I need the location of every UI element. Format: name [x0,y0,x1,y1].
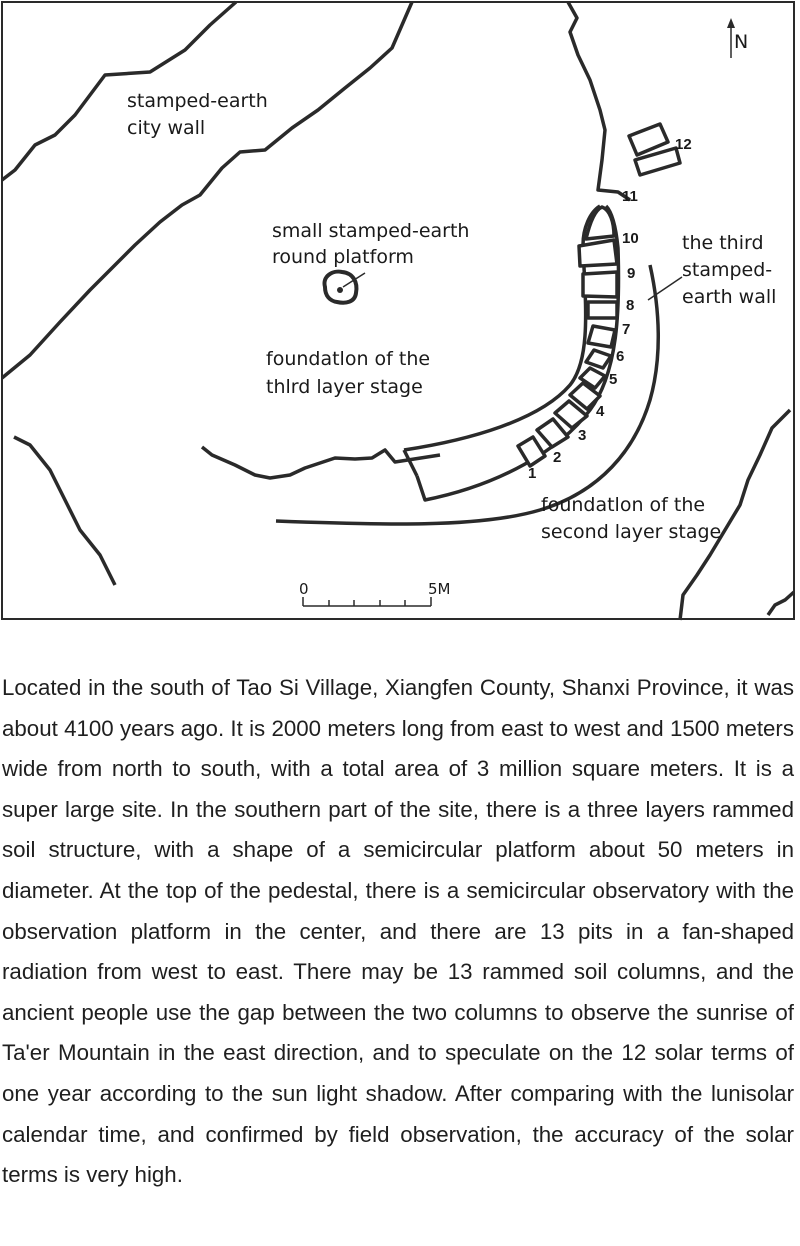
scale-bar [303,597,431,606]
third-layer-label-2: thlrd layer stage [266,376,423,398]
site-plan-drawing [0,0,800,622]
second-layer-label-2: second layer stage [541,521,722,543]
pit-number-8: 8 [626,297,635,314]
third-wall-label-3: earth wall [682,286,777,308]
terrace-boundary-line [568,2,630,200]
third-wall-label-2: stamped- [682,259,773,281]
city-wall-label-1: stamped-earth [127,90,268,112]
scale-end-label: 5M [428,580,451,598]
round-platform-label-2: round platform [272,246,414,268]
pit-10 [579,240,617,266]
pit-7 [588,326,615,347]
round-platform-leader [343,273,365,287]
pit-number-10: 10 [622,230,639,247]
pit-number-11: 11 [622,188,638,205]
pit-6 [586,350,611,368]
city-wall-label-2: city wall [127,117,206,139]
pit-number-3: 3 [578,427,587,444]
pit-11 [586,207,614,239]
third-layer-label-1: foundatlon of the [266,348,431,370]
pit-number-4: 4 [596,403,605,420]
city-wall-inner-line [2,2,412,378]
round-platform-label-1: small stamped-earth [272,220,470,242]
pit-1 [518,437,545,466]
pit-number-9: 9 [627,265,636,282]
second-layer-label-1: foundatlon of the [541,494,706,516]
pit-8 [588,302,617,318]
pit-2 [537,419,568,447]
lower-right-corner-line [768,592,794,615]
pit-number-5: 5 [609,371,618,388]
round-platform-center [337,287,343,293]
site-description: Located in the south of Tao Si Village, Xiangfen County, Shanxi Province, it was about 4100 years ago. It is 2000 meters long from east to west and 1500 meters wide from north to south, with a total area of 3 million square meters. It is a super large site. In the southern part of the site, there is a three layers rammed soil structure, with a shape of a semicircular platform about 50 meters in diameter. At the top of the pedestal, there is a semicircular observatory with the observation platform in the center, and there are 13 pits in a fan-shaped radiation from west to east. There may be 13 rammed soil columns, and the ancient people use the gap between the two columns to observe the sunrise of Ta'er Mountain in the east direction, and to speculate on the 12 solar terms of one year according to the sun light shadow. After comparing with the lunisolar calendar time, and confirmed by field observation, the accuracy of the solar terms is very high. [2,675,794,1188]
pit-number-7: 7 [622,321,631,338]
north-label: N [734,31,749,53]
site-plan-figure [0,0,800,622]
observatory-west-end [404,450,417,476]
scale-start-label: 0 [299,580,309,598]
pit-number-1: 1 [528,465,537,482]
lower-left-boundary-line [14,437,115,585]
pit-number-12: 12 [675,136,692,153]
pit-9 [583,272,617,297]
third-wall-label-1: the third [682,232,764,254]
pit-number-6: 6 [616,348,625,365]
pit-number-2: 2 [553,449,562,466]
